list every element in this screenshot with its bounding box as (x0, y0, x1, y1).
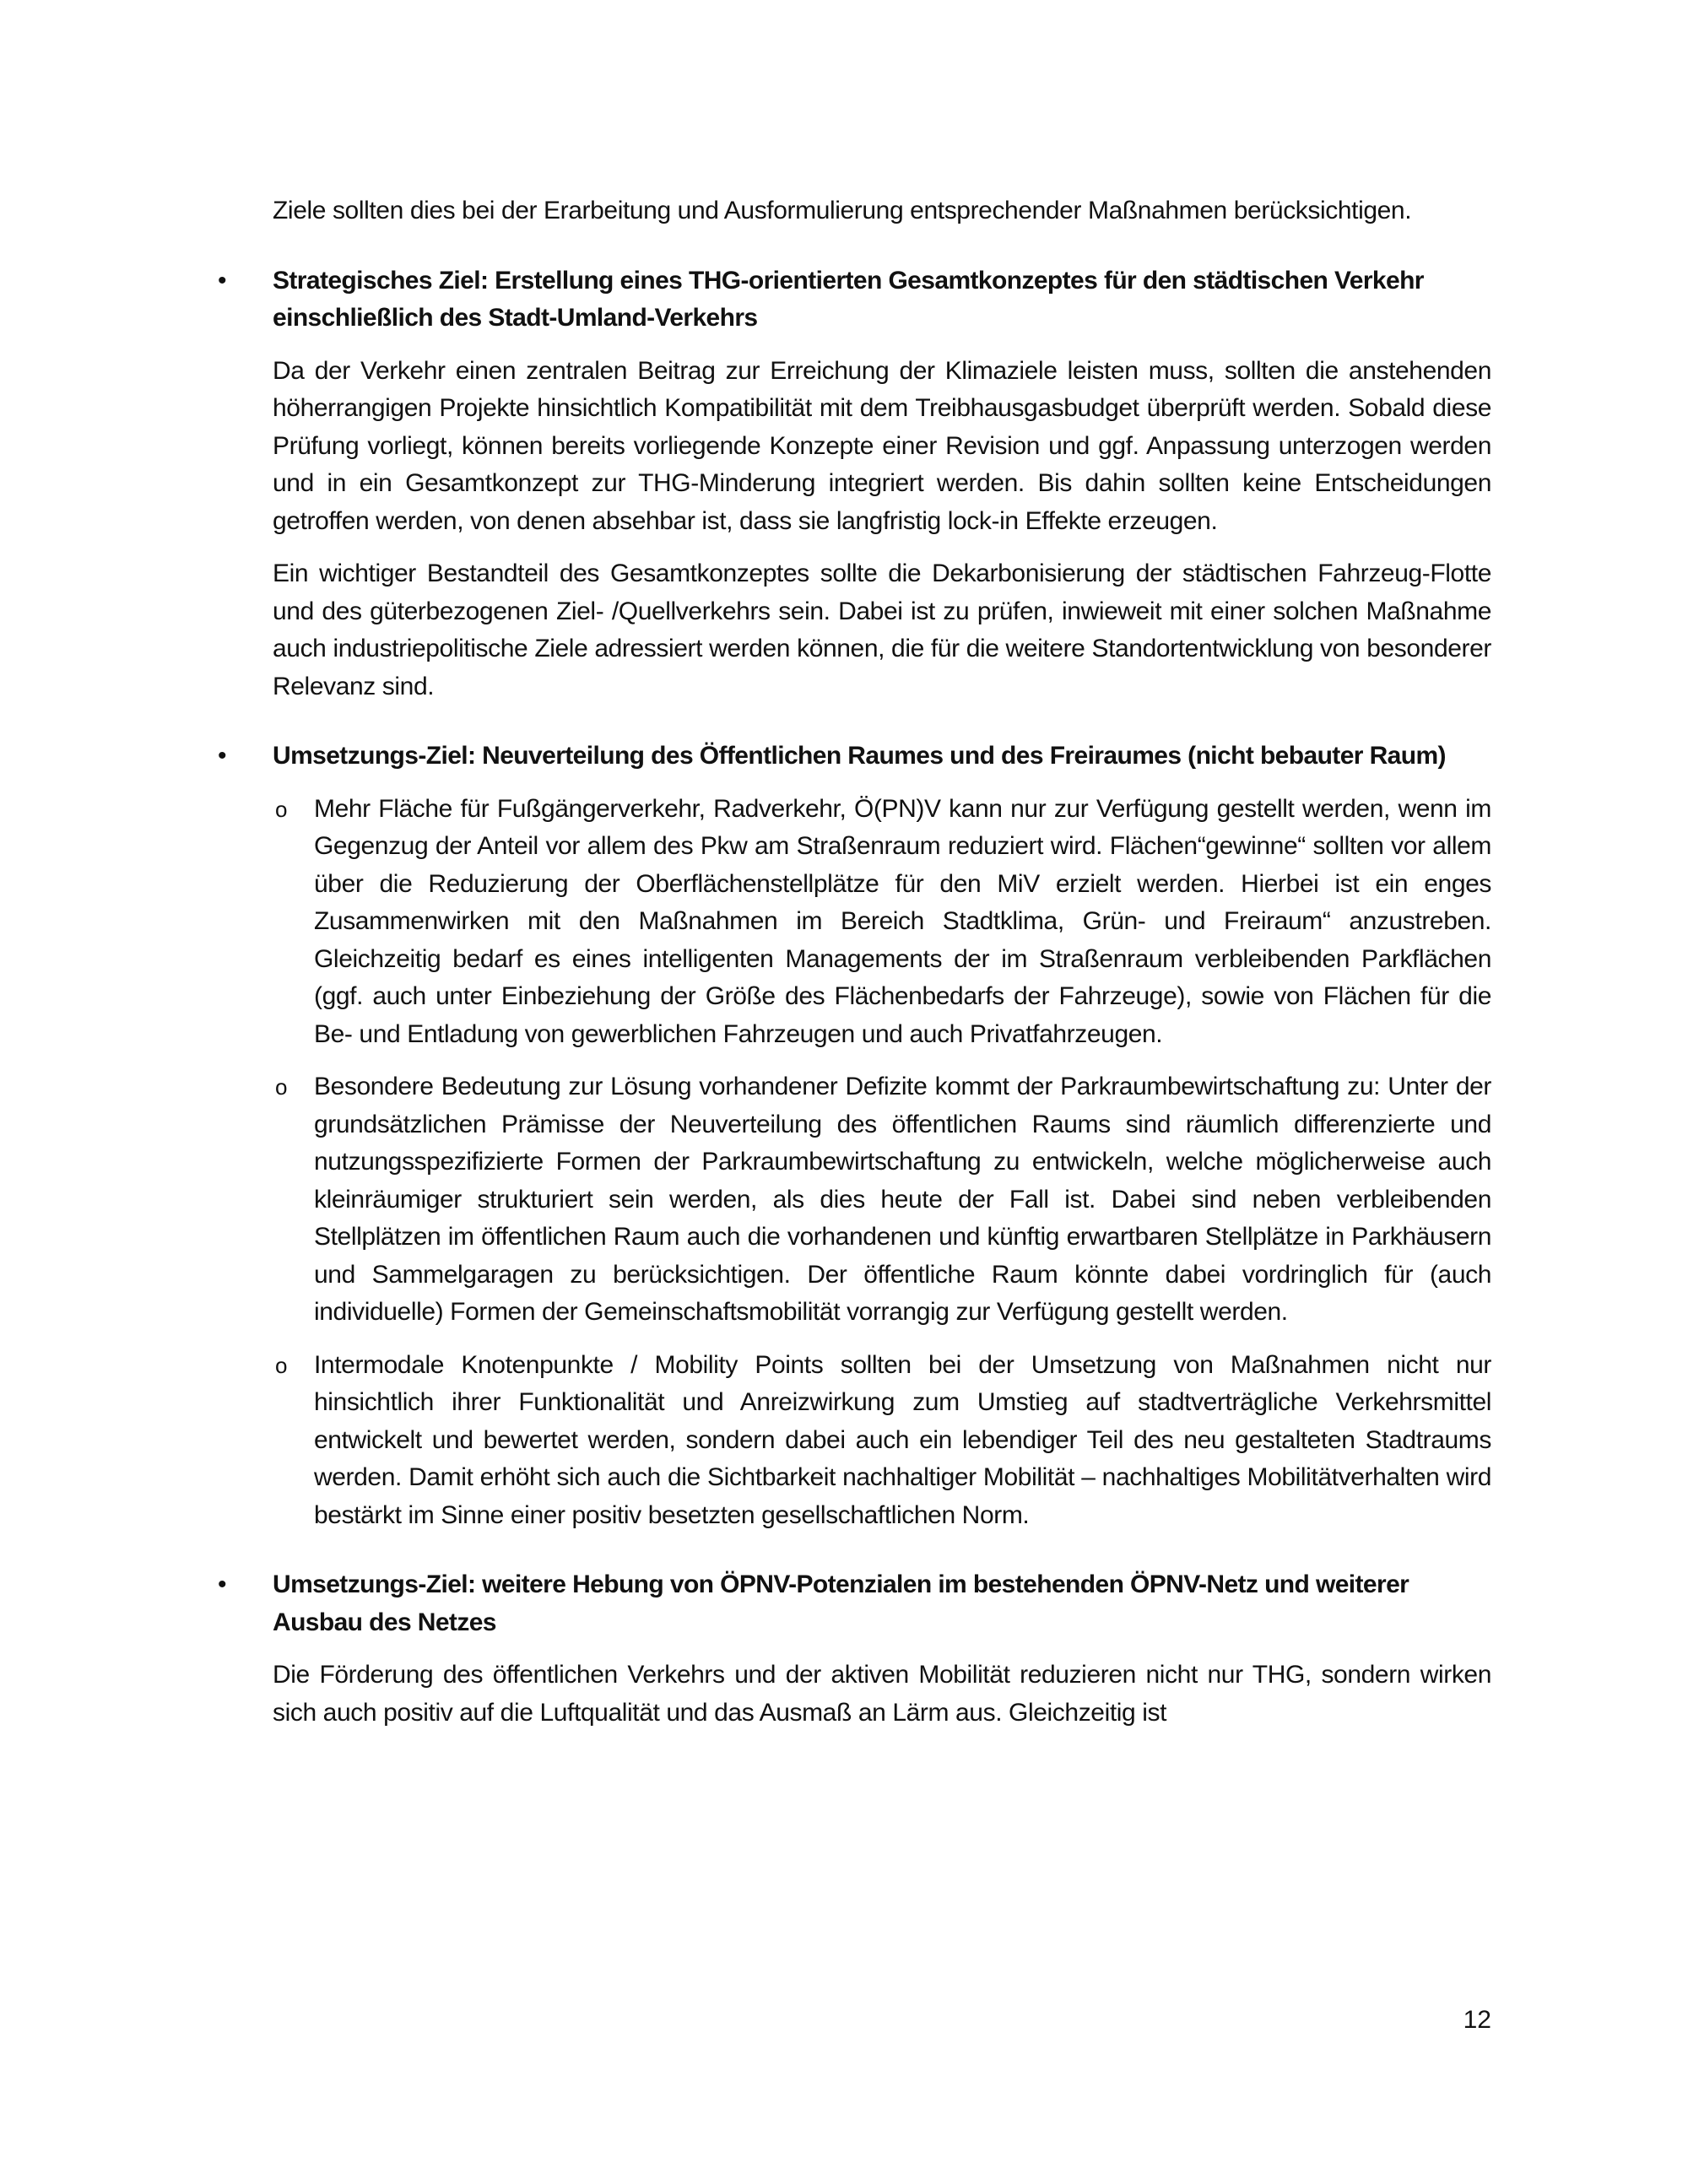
sub-list-item (273, 1347, 1491, 1535)
page-content (217, 192, 1491, 1732)
bullet-icon: • (217, 1570, 227, 1598)
section-heading: Strategisches Ziel: Erstellung eines THG-orientierten Gesamtkonzeptes für den städtischen Verkehr einschließlich des Stadt-Umland-Verkehrs (273, 266, 1424, 332)
section-heading: Umsetzungs-Ziel: weitere Hebung von ÖPNV-Potenzialen im bestehenden ÖPNV-Netz und weiterer Ausbau des Netzes (273, 1570, 1409, 1636)
bullet-icon: • (217, 266, 227, 295)
circle-bullet-icon: o (275, 1352, 288, 1378)
body-paragraph: Ein wichtiger Bestandteil des Gesamtkonzeptes sollte die Dekarbonisierung der städtischen Fahrzeug-Flotte und des güterbezogenen Ziel- /Quellverkehrs sein. Dabei ist zu prüfen, inwieweit mit einer solchen Maßnahme auch industriepolitische Ziele adressiert werden können, die für die weitere Standortentwicklung von besonderer Relevanz sind. (273, 560, 1491, 700)
body-paragraph: Da der Verkehr einen zentralen Beitrag zur Erreichung der Klimaziele leisten muss, sollten die anstehenden höherrangigen Projekte hinsichtlich Kompatibilität mit dem Treibhausgasbudget überprüft werden. Sobald diese Prüfung vorliegt, können bereits vorliegende Konzepte einer Revision und ggf. Anpassung unterzogen werden und in ein Gesamtkonzept zur THG-Minderung integriert werden. Bis dahin sollten keine Entscheidungen getroffen werden, von denen absehbar ist, dass sie langfristig lock-in Effekte erzeugen. (273, 356, 1491, 535)
sub-list-item-text: Mehr Fläche für Fußgängerverkehr, Radverkehr, Ö(PN)V kann nur zur Verfügung gestellt werden, wenn im Gegenzug der Anteil vor allem des Pkw am Straßenraum reduziert wird. Flächen“gewinne“ sollten vor allem über die Reduzierung der Oberflächenstellplätze für den MiV erzielt werden. Hierbei ist ein enges Zusammenwirken mit den Maßnahmen im Bereich Stadtklima, Grün- und Freiraum“ anzustreben. Gleichzeitig bedarf es eines intelligenten Managements der im Straßenraum verbleibenden Parkflächen (ggf. auch unter Einbeziehung der Größe des Flächenbedarfs der Fahrzeuge), sowie von Flächen für die Be- und Entladung von gewerblichen Fahrzeugen und auch Privatfahrzeugen. (314, 794, 1491, 1048)
circle-bullet-icon: o (275, 1074, 288, 1100)
circle-bullet-icon: o (275, 796, 288, 822)
sub-list (273, 791, 1491, 1535)
sub-list-item-text: Intermodale Knotenpunkte / Mobility Points sollten bei der Umsetzung von Maßnahmen nicht nur hinsichtlich ihrer Funktionalität und Anreizwirkung zum Umstieg auf stadtverträgliche Verkehrsmittel entwickelt und bewertet werden, sondern dabei auch ein lebendiger Teil des neu gestalteten Stadtraums werden. Damit erhöht sich auch die Sichtbarkeit nachhaltiger Mobilität – nachhaltiges Mobilitätverhalten wird bestärkt im Sinne einer positiv besetzten gesellschaftlichen Norm. (314, 1350, 1491, 1529)
sub-list-item-text: Besondere Bedeutung zur Lösung vorhandener Defizite kommt der Parkraumbewirtschaftung zu: Unter der grundsätzlichen Prämisse der Neuverteilung des öffentlichen Raums sind räumlich differenzierte und nutzungsspezifizierte Formen der Parkraumbewirtschaftung zu entwickeln, welche möglicherweise auch kleinräumiger strukturiert sein werden, als dies heute der Fall ist. Dabei sind neben verbleibenden Stellplätzen im öffentlichen Raum auch die vorhandenen und künftig erwartbaren Stellplätze in Parkhäusern und Sammelgaragen zu berücksichtigen. Der öffentliche Raum könnte dabei vordringlich für (auch individuelle) Formen der Gemeinschaftsmobilität vorrangig zur Verfügung gestellt werden. (314, 1073, 1491, 1326)
section-heading: Umsetzungs-Ziel: Neuverteilung des Öffentlichen Raumes und des Freiraumes (nicht bebauter Raum) (273, 742, 1446, 770)
bullet-icon: • (217, 742, 227, 770)
sub-list-item (273, 1068, 1491, 1332)
page-number: 12 (1463, 2006, 1491, 2034)
intro-paragraph: Ziele sollten dies bei der Erarbeitung und Ausformulierung entsprechender Maßnahmen berücksichtigen. (273, 197, 1412, 224)
sub-list-item (273, 791, 1491, 1054)
section-strategic-goal (217, 262, 1491, 706)
section-public-space (217, 738, 1491, 1534)
section-public-transport (217, 1566, 1491, 1732)
body-paragraph: Die Förderung des öffentlichen Verkehrs und der aktiven Mobilität reduzieren nicht nur THG, sondern wirken sich auch positiv auf die Luftqualität und das Ausmaß an Lärm aus. Gleichzeitig ist (273, 1661, 1491, 1727)
